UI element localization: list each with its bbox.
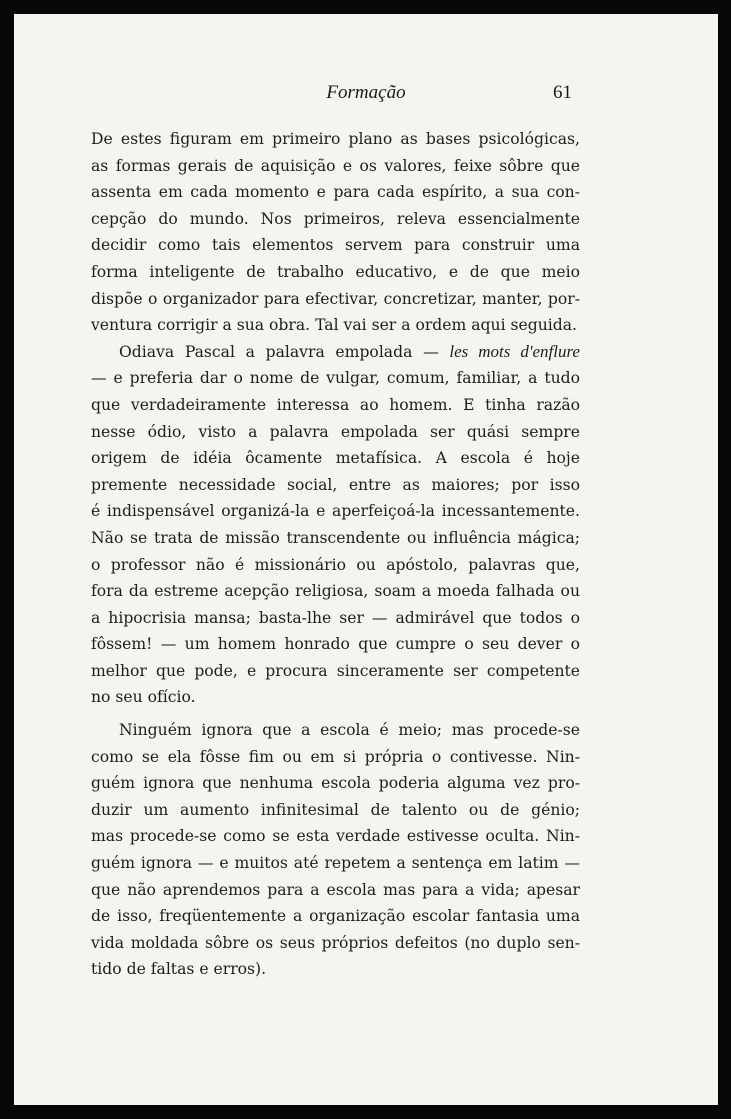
text-line: premente necessidade social, entre as maiores; por isso <box>91 475 580 494</box>
page-number: 61 <box>553 82 572 103</box>
book-page <box>14 14 718 1105</box>
text-line: — e preferia dar o nome de vulgar, comum, familiar, a tudo <box>91 369 580 388</box>
paragraph <box>91 126 580 339</box>
text-line: tido de faltas e erros). <box>91 960 267 979</box>
text-line: Não se trata de missão transcendente ou influência mágica; <box>91 528 580 547</box>
text-line: guém ignora que nenhuma escola poderia alguma vez pro- <box>91 774 580 793</box>
text-line: duzir um aumento infinitesimal de talento ou de génio; <box>91 800 580 819</box>
text-line: o professor não é missionário ou apóstolo, palavras que, <box>91 555 580 574</box>
text-line <box>91 339 580 366</box>
text-line: nesse ódio, visto a palavra empolada ser quási sempre <box>91 422 580 441</box>
page-header <box>14 82 718 112</box>
text-line: origem de idéia ôcamente metafísica. A escola é hoje <box>91 449 580 468</box>
text-segment: Odiava Pascal a palavra empolada — <box>119 342 450 361</box>
text-line: como se ela fôsse fim ou em si própria o contivesse. Nin- <box>91 747 580 766</box>
text-line: a hipocrisia mansa; basta-lhe ser — admirável que todos o <box>91 608 580 627</box>
text-line: dispõe o organizador para efectivar, concretizar, manter, por- <box>91 289 580 308</box>
text-line: melhor que pode, e procura sinceramente ser competente <box>91 661 580 680</box>
text-line: ventura corrigir a sua obra. Tal vai ser a ordem aqui seguida. <box>91 316 578 335</box>
body-text <box>91 126 580 983</box>
foreign-phrase: les mots d'enflure <box>449 341 580 361</box>
text-line: decidir como tais elementos servem para construir uma <box>91 236 580 255</box>
paragraph <box>91 339 580 711</box>
text-line: que verdadeiramente interessa ao homem. E tinha razão <box>91 395 580 414</box>
text-line: De estes figuram em primeiro plano as bases psicológicas, <box>91 130 580 148</box>
paragraph <box>91 717 580 983</box>
text-line: as formas gerais de aquisição e os valores, feixe sôbre que <box>91 156 580 175</box>
text-line: guém ignora — e muitos até repetem a sentença em latim — <box>91 854 580 873</box>
text-line: vida moldada sôbre os seus próprios defeitos (no duplo sen- <box>91 933 580 952</box>
text-line: fora da estreme acepção religiosa, soam a moeda falhada ou <box>91 582 580 601</box>
text-line: de isso, freqüentemente a organização escolar fantasia uma <box>91 907 580 926</box>
text-line: mas procede-se como se esta verdade estivesse oculta. Nin- <box>91 827 580 846</box>
text-line: forma inteligente de trabalho educativo, e de que meio <box>91 262 580 281</box>
text-line: no seu ofício. <box>91 688 196 707</box>
text-line: fôssem! — um homem honrado que cumpre o seu dever o <box>91 635 580 654</box>
text-line: cepção do mundo. Nos primeiros, releva essencialmente <box>91 209 580 228</box>
text-line: assenta em cada momento e para cada espírito, a sua con- <box>91 183 580 202</box>
text-line: é indispensável organizá-la e aperfeiçoá-la incessantemente. <box>91 502 580 521</box>
text-line: Ninguém ignora que a escola é meio; mas procede-se <box>119 721 580 740</box>
running-title: Formação <box>326 82 406 103</box>
text-line: que não aprendemos para a escola mas para a vida; apesar <box>91 880 580 899</box>
